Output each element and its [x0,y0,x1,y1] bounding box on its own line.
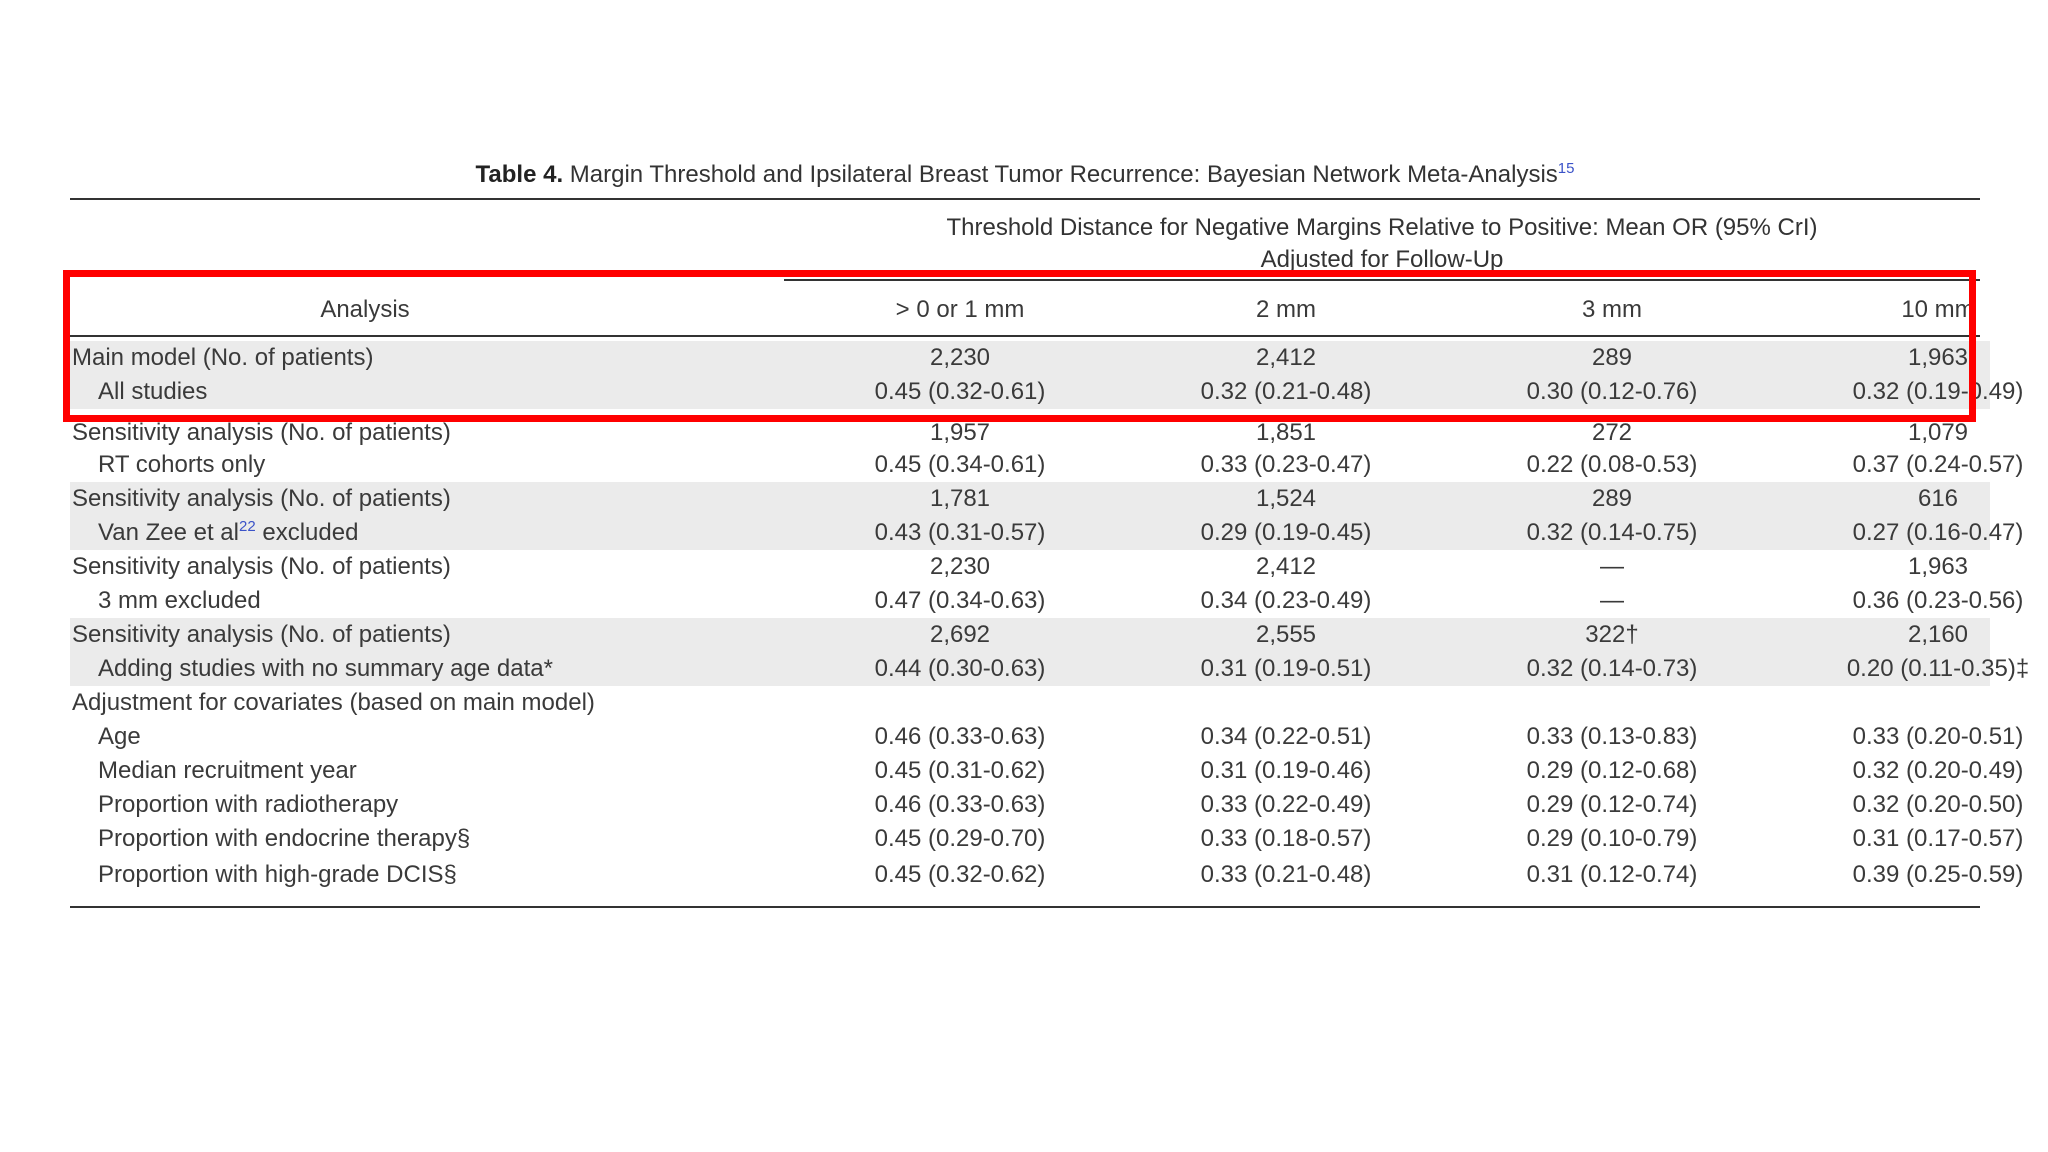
cell-10mm: 0.39 (0.25-0.59) [1852,861,2024,888]
cell-3mm: — [1600,587,1624,614]
row-label: Age [98,723,141,750]
column-header-2mm: 2 mm [1256,296,1316,323]
cell-3mm: 0.32 (0.14-0.73) [1526,655,1698,682]
row-label: Sensitivity analysis (No. of patients) [72,621,451,648]
row-label: Median recruitment year [98,757,357,784]
row-label: Sensitivity analysis (No. of patients) [72,485,451,512]
column-header-row [70,292,1990,328]
header-rule [70,335,1980,337]
cell-2mm: 0.33 (0.22-0.49) [1200,791,1372,818]
row-label: Adding studies with no summary age data* [98,655,553,682]
table-caption [70,160,1980,189]
group-header-rule [784,279,1980,281]
table-row [70,686,1990,720]
table-row [70,720,2024,754]
cell-10mm: 0.27 (0.16-0.47) [1852,519,2024,546]
table-row [70,416,1990,450]
row-label-suffix: excluded [255,519,359,546]
table-row [70,448,2024,482]
column-header-3mm: 3 mm [1582,296,1642,323]
cell-3mm: 0.30 (0.12-0.76) [1526,378,1698,405]
column-group-header-line1: Threshold Distance for Negative Margins Relative to Positive: Mean OR (95% CrI) [946,214,1818,241]
cell-10mm: 0.32 (0.20-0.50) [1852,791,2024,818]
cell-10mm: 1,963 [1907,553,1969,580]
row-label: 3 mm excluded [98,587,261,614]
bottom-rule [70,906,1980,908]
cell-0-1mm: 0.45 (0.34-0.61) [874,451,1046,478]
cell-0-1mm: 0.43 (0.31-0.57) [874,519,1046,546]
top-rule [70,198,1980,200]
cell-3mm: 0.32 (0.14-0.75) [1526,519,1698,546]
row-label: Proportion with high-grade DCIS§ [98,861,457,888]
cell-3mm: 0.29 (0.12-0.68) [1526,757,1698,784]
cell-0-1mm: 1,957 [929,419,991,446]
cell-2mm: 2,412 [1255,344,1317,371]
cell-3mm: 289 [1591,485,1633,512]
table-row [70,482,1990,516]
cell-3mm: 0.22 (0.08-0.53) [1526,451,1698,478]
row-label: All studies [98,378,208,405]
cell-3mm: 0.29 (0.12-0.74) [1526,791,1698,818]
cell-3mm: 322† [1585,621,1639,648]
table-row [70,788,2024,822]
table-row [70,822,2024,856]
row-label: Proportion with endocrine therapy§ [98,825,471,852]
cell-2mm: 0.33 (0.23-0.47) [1200,451,1372,478]
cell-10mm: 0.36 (0.23-0.56) [1852,587,2024,614]
cell-10mm: 1,079 [1907,419,1969,446]
cell-2mm: 2,412 [1255,553,1317,580]
cell-10mm: 0.37 (0.24-0.57) [1852,451,2024,478]
cell-10mm: 0.20 (0.11-0.35)‡ [1846,655,2030,682]
table-row [70,858,2024,892]
cell-10mm: 0.31 (0.17-0.57) [1852,825,2024,852]
table-row [70,375,2024,409]
cell-0-1mm: 0.45 (0.32-0.62) [874,861,1046,888]
cell-3mm: 0.33 (0.13-0.83) [1526,723,1698,750]
column-header-10mm: 10 mm [1901,296,1975,323]
cell-10mm: 0.33 (0.20-0.51) [1852,723,2024,750]
cell-0-1mm: 2,692 [929,621,991,648]
row-label [98,516,358,550]
cell-3mm: 0.29 (0.10-0.79) [1526,825,1698,852]
cell-2mm: 0.32 (0.21-0.48) [1200,378,1372,405]
row-label: Proportion with radiotherapy [98,791,399,818]
cell-0-1mm: 1,781 [929,485,991,512]
cell-0-1mm: 0.46 (0.33-0.63) [874,791,1046,818]
cell-3mm: 272 [1591,419,1633,446]
row-label: RT cohorts only [98,451,266,478]
cell-2mm: 1,524 [1255,485,1317,512]
cell-2mm: 0.31 (0.19-0.51) [1200,655,1372,682]
table-row [70,618,1990,652]
row-label: Sensitivity analysis (No. of patients) [72,419,451,446]
table-row [70,341,1990,375]
cell-2mm: 1,851 [1255,419,1317,446]
cell-0-1mm: 0.44 (0.30-0.63) [874,655,1046,682]
table-row [70,754,2024,788]
column-group-header [784,212,1980,276]
cell-0-1mm: 0.45 (0.29-0.70) [874,825,1046,852]
table-row [70,550,1990,584]
table-title: Margin Threshold and Ipsilateral Breast Tumor Recurrence: Bayesian Network Meta-Analysis [569,161,1558,188]
cell-3mm: 0.31 (0.12-0.74) [1526,861,1698,888]
row-label: Main model (No. of patients) [72,344,374,371]
row-label: Adjustment for covariates (based on main model) [72,689,595,716]
table-number: Table 4. [475,161,564,188]
cell-10mm: 616 [1917,485,1959,512]
cell-0-1mm: 0.45 (0.32-0.61) [874,378,1046,405]
cell-0-1mm: 2,230 [929,344,991,371]
cell-2mm: 0.34 (0.23-0.49) [1200,587,1372,614]
cell-0-1mm: 0.45 (0.31-0.62) [874,757,1046,784]
cell-2mm: 0.29 (0.19-0.45) [1200,519,1372,546]
column-group-header-line2: Adjusted for Follow-Up [1260,246,1504,273]
cell-10mm: 2,160 [1907,621,1969,648]
cell-2mm: 0.33 (0.18-0.57) [1200,825,1372,852]
row-label-text: Van Zee et al [98,519,239,546]
cell-10mm: 0.32 (0.20-0.49) [1852,757,2024,784]
cell-0-1mm: 0.47 (0.34-0.63) [874,587,1046,614]
column-header-0-1mm: > 0 or 1 mm [895,296,1025,323]
cell-3mm: 289 [1591,344,1633,371]
caption-reference[interactable]: 15 [1557,160,1575,177]
row-label: Sensitivity analysis (No. of patients) [72,553,451,580]
cell-2mm: 0.33 (0.21-0.48) [1200,861,1372,888]
reference-link[interactable]: 22 [238,518,256,535]
cell-0-1mm: 2,230 [929,553,991,580]
cell-10mm: 1,963 [1907,344,1969,371]
cell-2mm: 2,555 [1255,621,1317,648]
cell-3mm: — [1600,553,1624,580]
table-row [70,652,2030,686]
table-row [70,516,2024,550]
cell-2mm: 0.34 (0.22-0.51) [1200,723,1372,750]
cell-10mm: 0.32 (0.19-0.49) [1852,378,2024,405]
cell-0-1mm: 0.46 (0.33-0.63) [874,723,1046,750]
cell-2mm: 0.31 (0.19-0.46) [1200,757,1372,784]
column-header-analysis: Analysis [320,296,410,323]
table-row [70,584,2024,618]
